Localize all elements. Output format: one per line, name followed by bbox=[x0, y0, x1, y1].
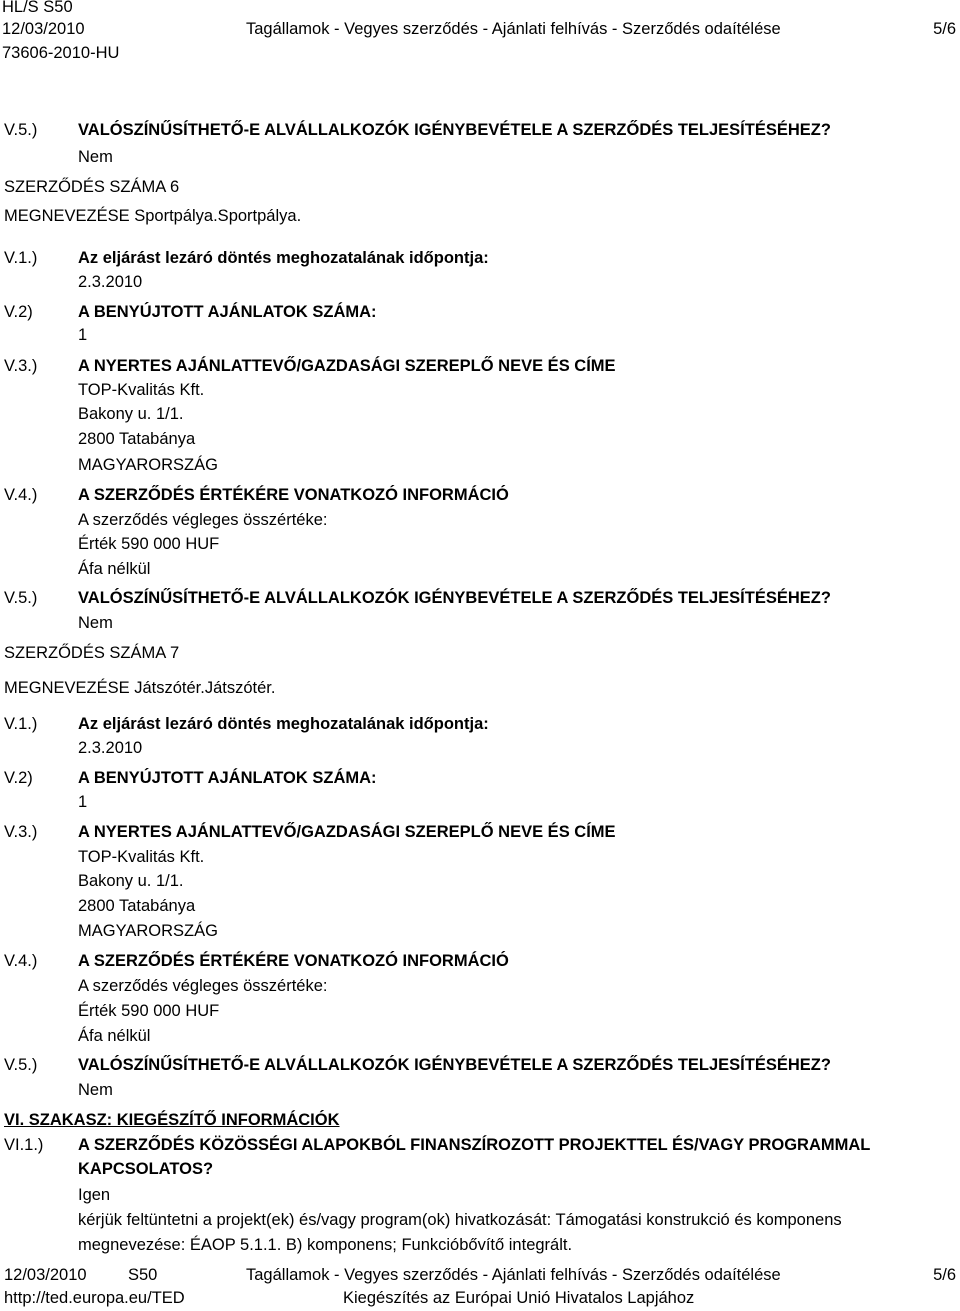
header-date: 12/03/2010 bbox=[2, 20, 85, 38]
offers-count-value: 1 bbox=[78, 326, 88, 344]
winner-name: TOP-Kvalitás Kft. bbox=[78, 381, 205, 399]
offers-count-value: 1 bbox=[78, 793, 88, 811]
section-vi-heading: VI. SZAKASZ: KIEGÉSZÍTŐ INFORMÁCIÓK bbox=[4, 1111, 340, 1129]
eu-funding-question: A SZERZŐDÉS KÖZÖSSÉGI ALAPOKBÓL FINANSZÍROZOTT PROJEKTTEL ÉS/VAGY PROGRAMMAL bbox=[78, 1136, 871, 1154]
winner-label: A NYERTES AJÁNLATTEVŐ/GAZDASÁGI SZEREPLŐ NEVE ÉS CÍME bbox=[78, 357, 616, 375]
contract-value-amount: Érték 590 000 HUF bbox=[78, 535, 220, 553]
section-number: V.3.) bbox=[4, 357, 38, 375]
section-number: V.2) bbox=[4, 769, 33, 787]
eu-funding-question-cont: KAPCSOLATOS? bbox=[78, 1160, 214, 1178]
contract-value-sub: A szerződés végleges összértéke: bbox=[78, 977, 328, 995]
contract-title-label: MEGNEVEZÉSE bbox=[4, 679, 130, 697]
eu-funding-answer: Igen bbox=[78, 1186, 111, 1204]
subcontract-value: Nem bbox=[78, 614, 113, 632]
section-answer: Nem bbox=[78, 148, 113, 166]
section-number: V.5.) bbox=[4, 121, 38, 139]
document-id: 73606-2010-HU bbox=[2, 44, 120, 62]
section-number: V.2) bbox=[4, 303, 33, 321]
footer-date: 12/03/2010 bbox=[4, 1266, 87, 1284]
subcontract-value: Nem bbox=[78, 1081, 113, 1099]
subcontract-label: VALÓSZÍNŰSÍTHETŐ-E ALVÁLLALKOZÓK IGÉNYBEVÉTELE A SZERZŐDÉS TELJESÍTÉSÉHEZ? bbox=[78, 1056, 831, 1074]
contract-value-vat: Áfa nélkül bbox=[78, 560, 151, 578]
offers-count-label: A BENYÚJTOTT AJÁNLATOK SZÁMA: bbox=[78, 303, 377, 321]
footer-page-number: 5/6 bbox=[933, 1266, 956, 1284]
winner-street: Bakony u. 1/1. bbox=[78, 872, 184, 890]
award-date-value: 2.3.2010 bbox=[78, 739, 143, 757]
journal-ref: HL/S S50 bbox=[2, 0, 73, 16]
contract-title-label: MEGNEVEZÉSE bbox=[4, 207, 130, 225]
section-number: V.5.) bbox=[4, 1056, 38, 1074]
contract-title-value: Játszótér.Játszótér. bbox=[134, 679, 276, 697]
contract-value-amount: Érték 590 000 HUF bbox=[78, 1002, 220, 1020]
winner-country: MAGYARORSZÁG bbox=[78, 922, 218, 940]
award-date-label: Az eljárást lezáró döntés meghozatalának időpontja: bbox=[78, 715, 489, 733]
section-number: V.4.) bbox=[4, 486, 38, 504]
footer-url[interactable]: http://ted.europa.eu/TED bbox=[4, 1289, 185, 1307]
footer-publisher: Kiegészítés az Európai Unió Hivatalos Lapjához bbox=[343, 1289, 695, 1307]
contract-value-sub: A szerződés végleges összértéke: bbox=[78, 511, 328, 529]
award-date-value: 2.3.2010 bbox=[78, 273, 143, 291]
contract-value-label: A SZERZŐDÉS ÉRTÉKÉRE VONATKOZÓ INFORMÁCIÓ bbox=[78, 952, 509, 970]
section-number: V.4.) bbox=[4, 952, 38, 970]
award-date-label: Az eljárást lezáró döntés meghozatalának időpontja: bbox=[78, 249, 489, 267]
winner-name: TOP-Kvalitás Kft. bbox=[78, 848, 205, 866]
contract-title bbox=[4, 679, 275, 698]
section-number: VI.1.) bbox=[4, 1136, 44, 1154]
contract-title bbox=[4, 207, 301, 226]
footer-series: S50 bbox=[128, 1266, 158, 1284]
winner-city: 2800 Tatabánya bbox=[78, 430, 196, 448]
contract-value-vat: Áfa nélkül bbox=[78, 1027, 151, 1045]
section-number: V.1.) bbox=[4, 715, 38, 733]
contract-number: SZERZŐDÉS SZÁMA 7 bbox=[4, 644, 180, 662]
section-number: V.3.) bbox=[4, 823, 38, 841]
header-title: Tagállamok - Vegyes szerződés - Ajánlati felhívás - Szerződés odaítélése bbox=[246, 20, 781, 38]
section-heading: VALÓSZÍNŰSÍTHETŐ-E ALVÁLLALKOZÓK IGÉNYBEVÉTELE A SZERZŐDÉS TELJESÍTÉSÉHEZ? bbox=[78, 121, 831, 139]
footer-title: Tagállamok - Vegyes szerződés - Ajánlati felhívás - Szerződés odaítélése bbox=[246, 1266, 781, 1284]
contract-number: SZERZŐDÉS SZÁMA 6 bbox=[4, 178, 180, 196]
contract-title-value: Sportpálya.Sportpálya. bbox=[134, 207, 302, 225]
eu-funding-detail: kérjük feltüntetni a projekt(ek) és/vagy program(ok) hivatkozását: Támogatási konstrukció és komponens bbox=[78, 1211, 842, 1229]
winner-country: MAGYARORSZÁG bbox=[78, 456, 218, 474]
contract-value-label: A SZERZŐDÉS ÉRTÉKÉRE VONATKOZÓ INFORMÁCIÓ bbox=[78, 486, 509, 504]
offers-count-label: A BENYÚJTOTT AJÁNLATOK SZÁMA: bbox=[78, 769, 377, 787]
eu-funding-detail-cont: megnevezése: ÉAOP 5.1.1. B) komponens; Funkcióbővítő integrált. bbox=[78, 1236, 573, 1254]
winner-city: 2800 Tatabánya bbox=[78, 897, 196, 915]
section-number: V.1.) bbox=[4, 249, 38, 267]
winner-street: Bakony u. 1/1. bbox=[78, 405, 184, 423]
header-page-number: 5/6 bbox=[933, 20, 956, 38]
winner-label: A NYERTES AJÁNLATTEVŐ/GAZDASÁGI SZEREPLŐ NEVE ÉS CÍME bbox=[78, 823, 616, 841]
subcontract-label: VALÓSZÍNŰSÍTHETŐ-E ALVÁLLALKOZÓK IGÉNYBEVÉTELE A SZERZŐDÉS TELJESÍTÉSÉHEZ? bbox=[78, 589, 831, 607]
section-number: V.5.) bbox=[4, 589, 38, 607]
